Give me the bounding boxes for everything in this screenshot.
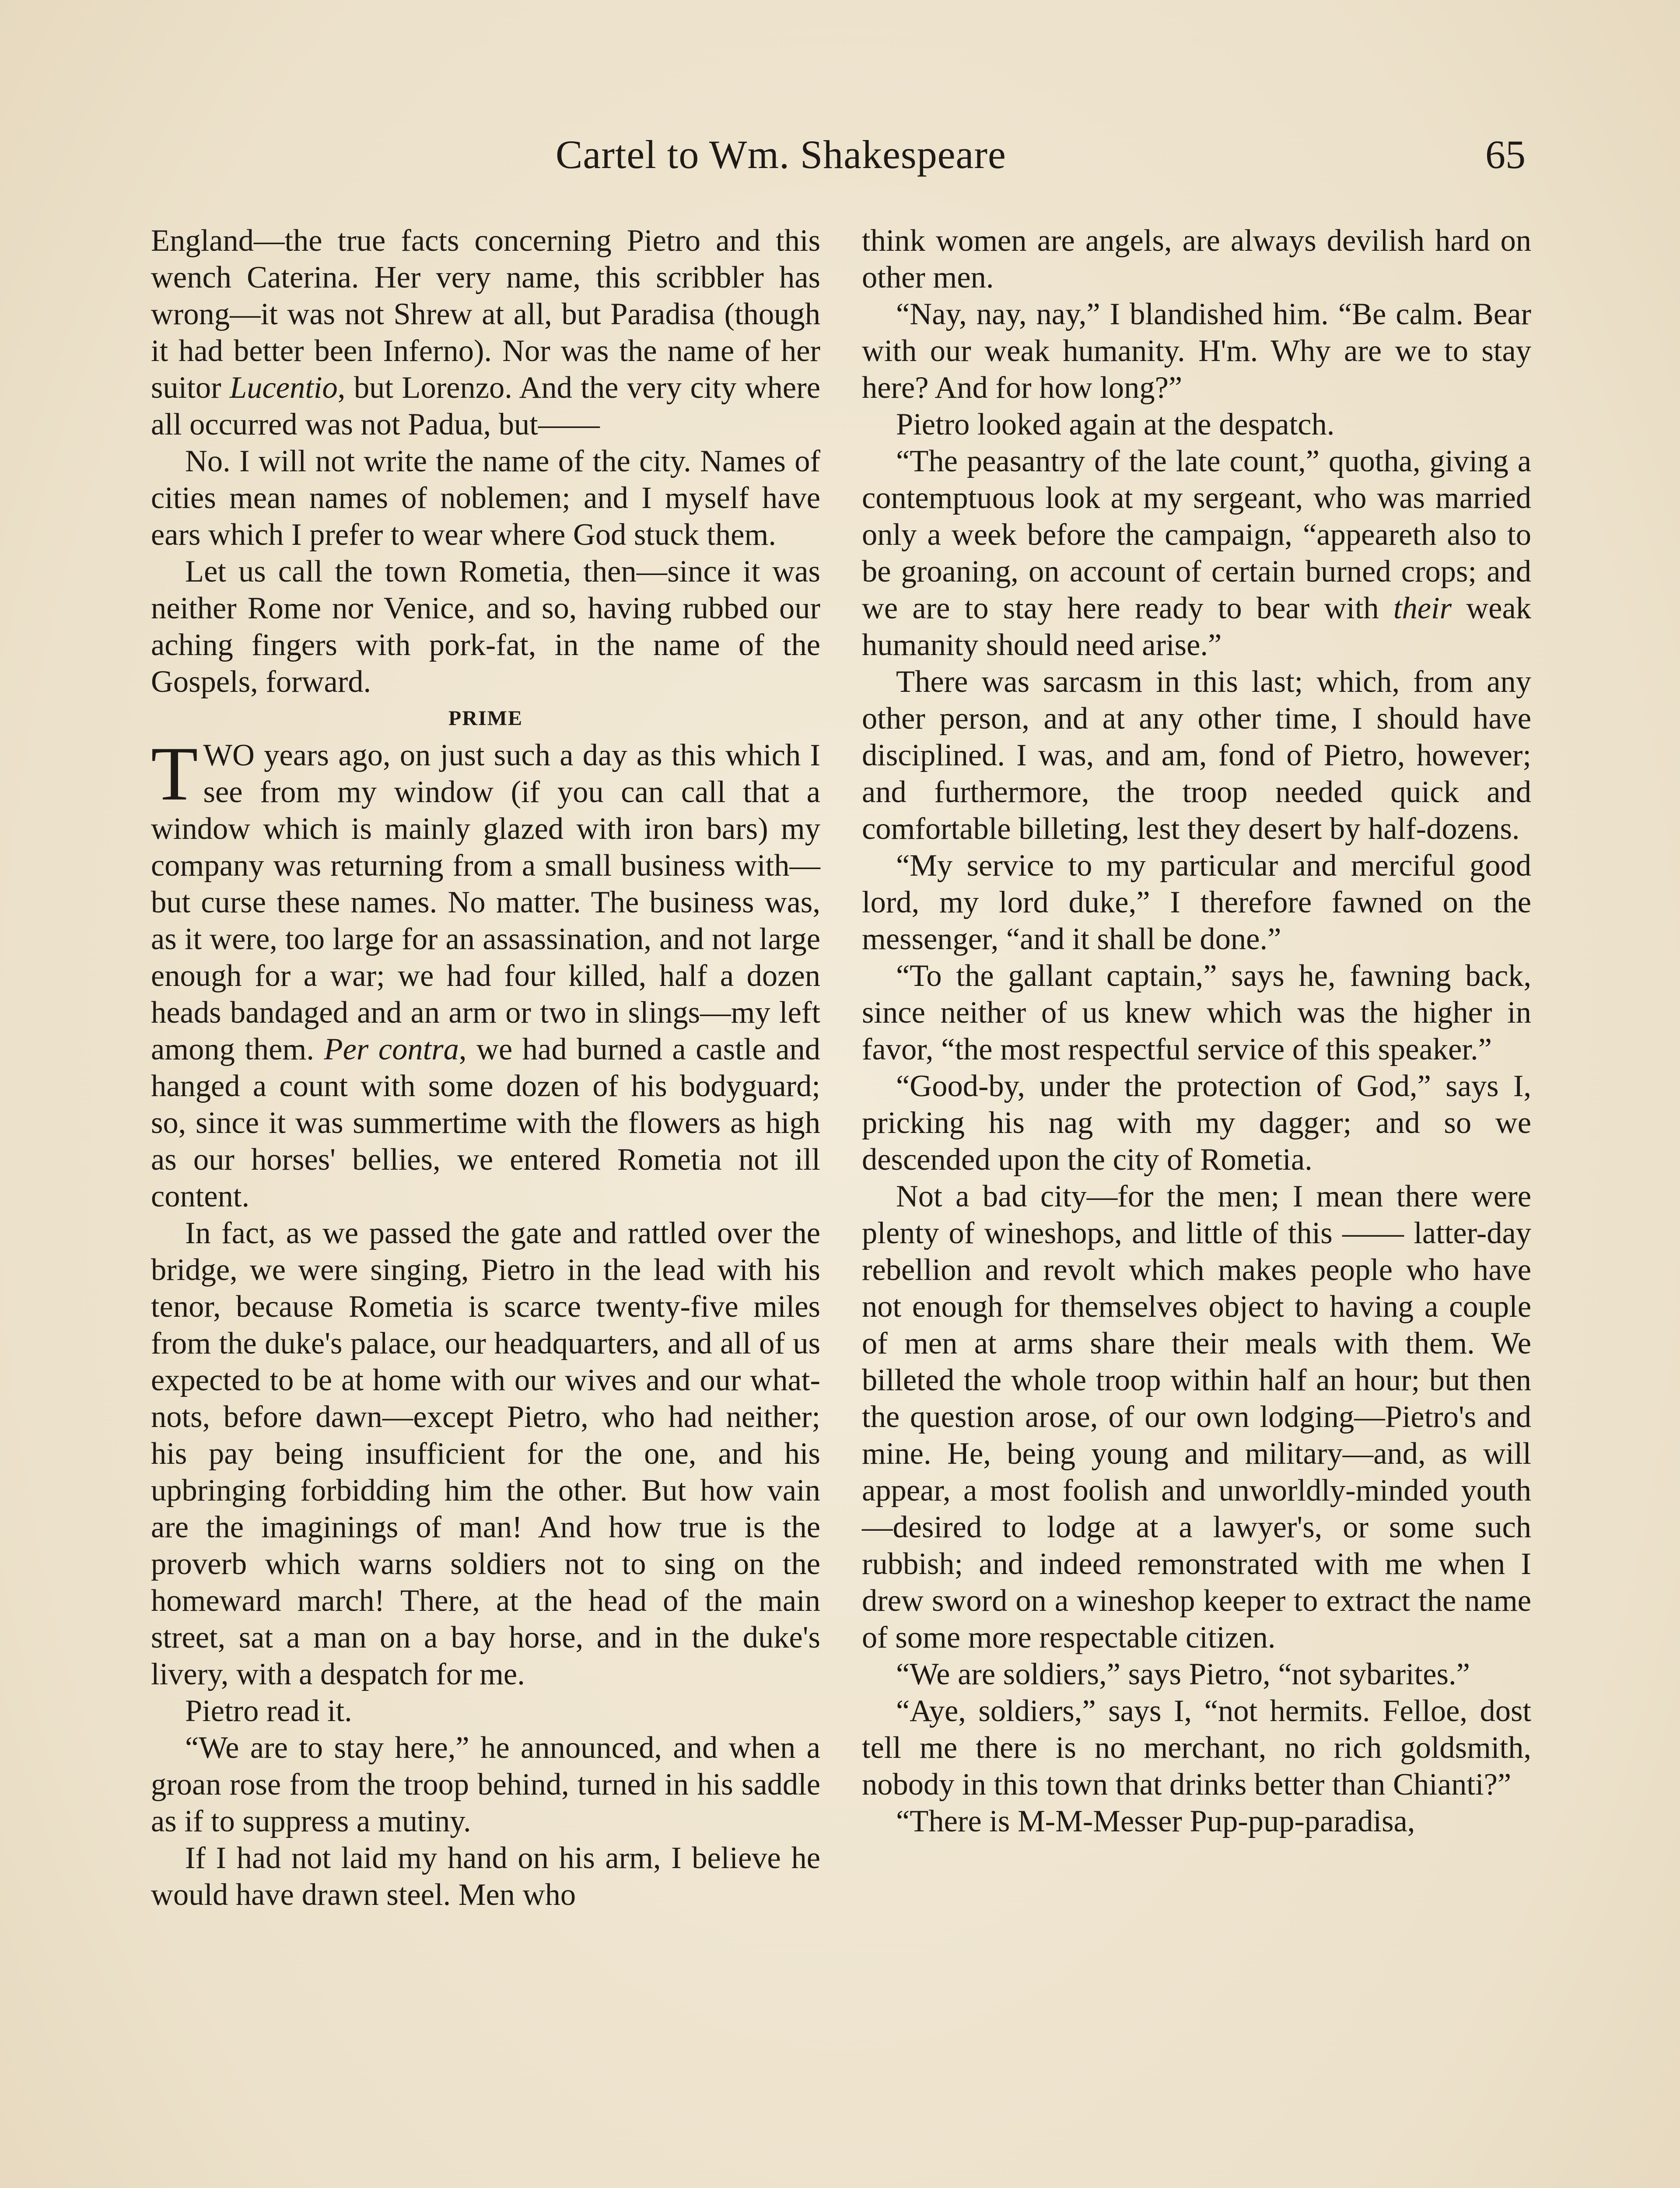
paragraph: If I had not laid my hand on his arm, I believe he would have drawn steel. Men who (151, 1841, 820, 1912)
paragraph: “We are to stay here,” he announced, and when a groan rose from the troop behind, turned in his saddle as if to suppress a mutiny. (151, 1731, 820, 1838)
paragraph: “My service to my particular and merciful good lord, my lord duke,” I therefore fawned on the messenger, “and it shall be done.” (862, 849, 1531, 956)
page-number: 65 (1485, 132, 1526, 177)
paragraph: “Good-by, under the protection of God,” says I, pricking his nag with my dagger; and so we descended upon the city of Rometia. (862, 1069, 1531, 1177)
paragraph: TWO years ago, on just such a day as this which I see from my window (if you can call that a window which is mainly glazed with iron bars) my company was returning from a small business with—but curse these names. No matter. The business was, as it were, too large for an assassination, and not large enough for a war; we had four killed, half a dozen heads bandaged and an arm or two in slings—my left among them. Per contra, we had burned a castle and hanged a count with some dozen of his bodyguard; so, since it was summertime with the flowers as high as our horses' bellies, we entered Rometia not ill content. (151, 731, 820, 1213)
paragraph: Pietro looked again at the despatch. (896, 407, 1335, 442)
paragraph: think women are angels, are always devilish hard on other men. (862, 224, 1531, 295)
paragraph: No. I will not write the name of the city. Names of cities mean names of noblemen; and I myself have ears which I prefer to wear where God stuck them. (151, 444, 820, 552)
paragraph: “The peasantry of the late count,” quotha, giving a contemptuous look at my sergeant, who was married only a week before the campaign, “appeareth also to be groaning, on account of certain burned crops; and we are to stay here ready to bear with their weak humanity should need arise.” (862, 444, 1531, 662)
paragraph: “Aye, soldiers,” says I, “not hermits. Felloe, dost tell me there is no merchant, no rich goldsmith, nobody in this town that drinks better than Chianti?” (862, 1694, 1531, 1802)
paragraph: “There is M-M-Messer Pup-pup-paradisa, (896, 1804, 1415, 1838)
drop-cap: T (151, 731, 198, 817)
right-column (862, 222, 1531, 1840)
paragraph: “To the gallant captain,” says he, fawning back, since neither of us knew which was the higher in favor, “the most respectful service of this speaker.” (862, 959, 1531, 1066)
paragraph: Pietro read it. (185, 1694, 352, 1728)
paragraph: Not a bad city—for the men; I mean there were plenty of wineshops, and little of this —— latter-day rebellion and revolt which makes people who have not enough for themselves object to having a couple of men at arms share their meals with them. We billeted the whole troop within half an hour; but then the question arose, of our own lodging—Pietro's and mine. He, being young and military—and, as will appear, a most foolish and unworldly-minded youth—desired to lodge at a lawyer's, or some such rubbish; and indeed remonstrated with me when I drew sword on a wineshop keeper to extract the name of some more respectable citizen. (862, 1179, 1531, 1655)
paragraph: “Nay, nay, nay,” I blandished him. “Be calm. Bear with our weak humanity. H'm. Why are we to stay here? And for how long?” (862, 297, 1531, 405)
paragraph: “We are soldiers,” says Pietro, “not sybarites.” (896, 1657, 1470, 1691)
section-title: PRIME (448, 707, 523, 730)
left-column (151, 222, 820, 1913)
paragraph: Let us call the town Rometia, then—since it was neither Rome nor Venice, and so, having rubbed our aching fingers with pork-fat, in the name of the Gospels, forward. (151, 554, 820, 699)
paragraph: In fact, as we passed the gate and rattled over the bridge, we were singing, Pietro in the lead with his tenor, because Rometia is scarce twenty-five miles from the duke's palace, our headquarters, and all of us expected to be at home with our wives and our what-nots, before dawn—except Pietro, who had neither; his pay being insufficient for the one, and his upbringing forbidding him the other. But how vain are the imaginings of man! And how true is the proverb which warns soldiers not to sing on the homeward march! There, at the head of the main street, sat a man on a bay horse, and in the duke's livery, with a despatch for me. (151, 1216, 820, 1691)
paragraph: England—the true facts concerning Pietro and this wench Caterina. Her very name, this scribbler has wrong—it was not Shrew at all, but Paradisa (though it had better been Inferno). Nor was the name of her suitor Lucentio, but Lorenzo. And the very city where all occurred was not Padua, but—— (151, 224, 820, 442)
running-head: Cartel to Wm. Shakespeare (556, 132, 1006, 177)
paragraph: There was sarcasm in this last; which, from any other person, and at any other time, I should have disciplined. I was, and am, fond of Pietro, however; and furthermore, the troop needed quick and comfortable billeting, lest they desert by half-dozens. (862, 665, 1531, 846)
